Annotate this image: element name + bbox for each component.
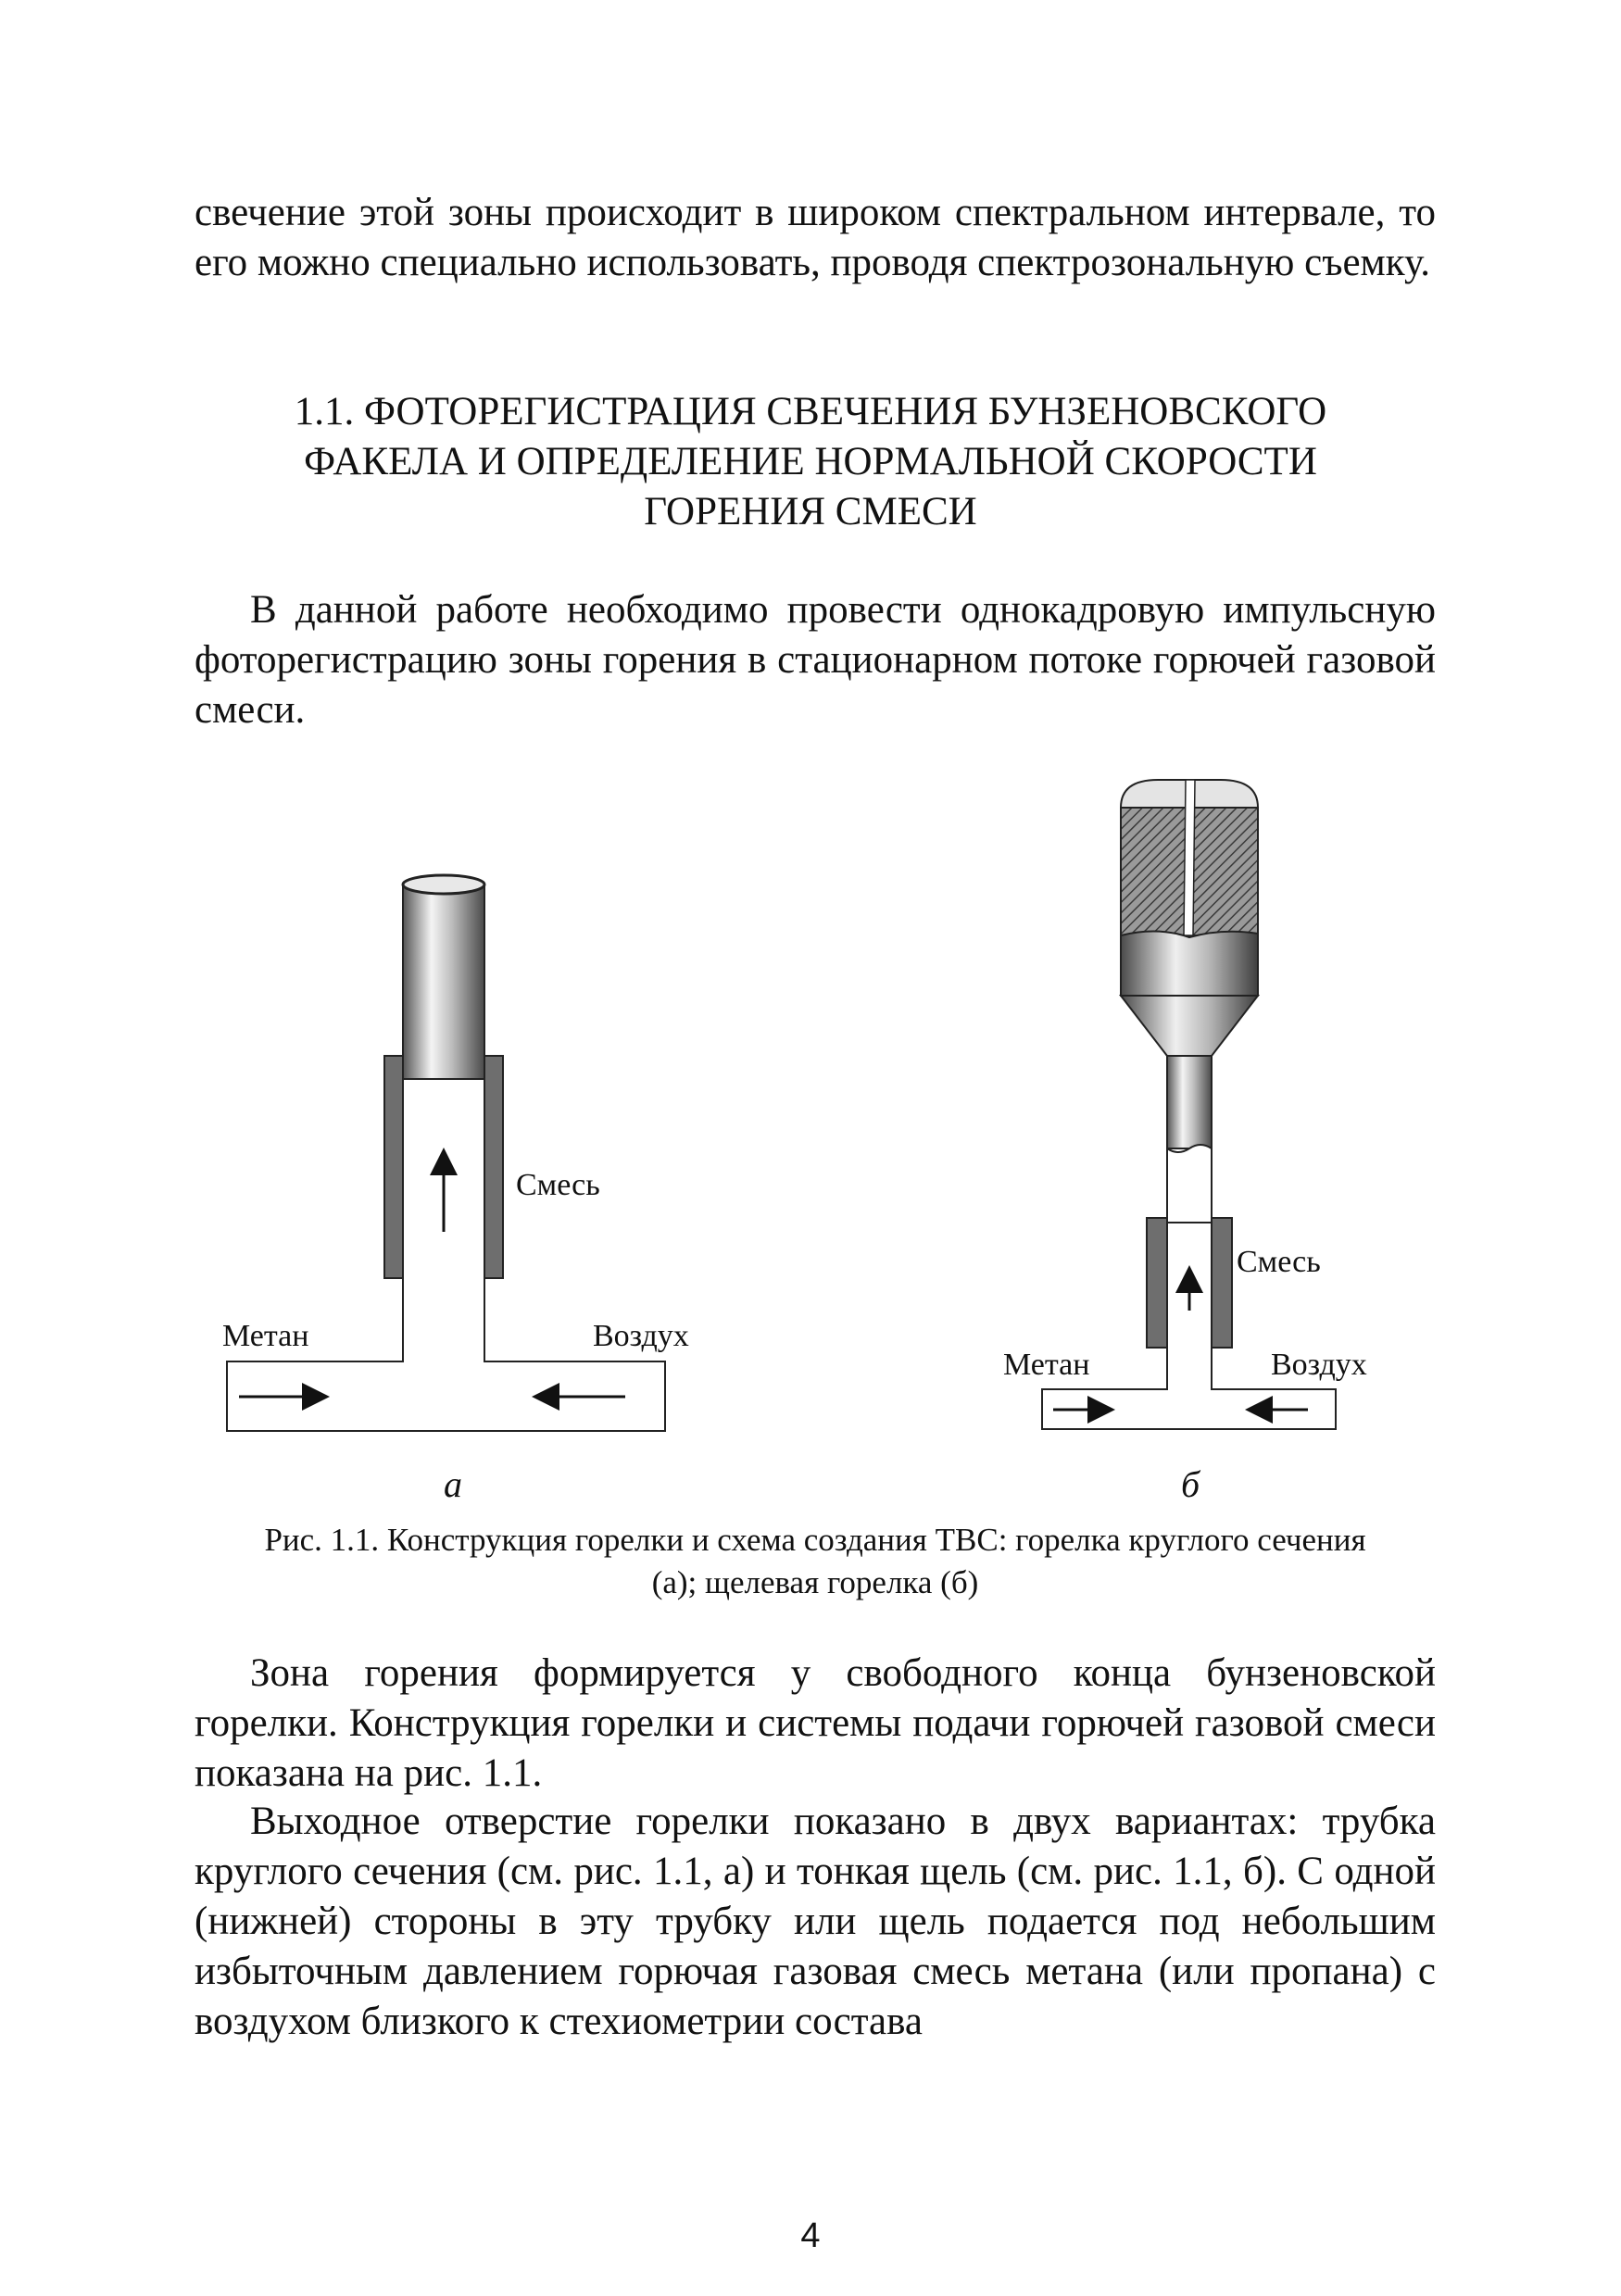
heading-line-1: 1.1. ФОТОРЕГИСТРАЦИЯ СВЕЧЕНИЯ БУНЗЕНОВСКОГО	[294, 390, 1327, 433]
figure-caption	[195, 1519, 1436, 1604]
slit-neck	[1167, 1056, 1212, 1148]
burner-round	[222, 875, 689, 1431]
burner-slit	[1003, 780, 1367, 1429]
label-methane-left: Метан	[222, 1319, 309, 1353]
slit-head-body	[1121, 931, 1258, 996]
slit-sleeve-right	[1212, 1218, 1232, 1348]
caption-line-1: Рис. 1.1. Конструкция горелки и схема создания ТВС: горелка круглого сечения	[264, 1522, 1366, 1558]
paragraph-combustion-zone: Зона горения формируется у свободного конца бунзеновской горелки. Конструкция горелки и системы подачи горючей газовой смеси показана на рис. 1.1.	[195, 1651, 1436, 1795]
slit-sleeve-left	[1147, 1218, 1167, 1348]
paragraph-outlet: Выходное отверстие горелки показано в двух вариантах: трубка круглого сечения (см. рис. 1.1, а) и тонкая щель (см. рис. 1.1, б). С одной (нижней) стороны в эту трубку или щель подается под небольшим избыточным давлением горючая газовая смесь метана (или пропана) с воздухом близкого к стехиометрии состава	[195, 1800, 1436, 2043]
sleeve-left	[384, 1056, 403, 1278]
label-mix-left: Смесь	[516, 1168, 600, 1202]
caption-line-2: (а); щелевая горелка (б)	[651, 1564, 979, 1600]
slit-cone	[1121, 996, 1258, 1056]
label-mix-right: Смесь	[1237, 1245, 1321, 1279]
figure-sublabel-a: а	[444, 1463, 462, 1505]
tube-opening	[403, 875, 484, 894]
label-methane-right: Метан	[1003, 1348, 1090, 1382]
sleeve-right	[484, 1056, 503, 1278]
label-air-left: Воздух	[593, 1319, 689, 1353]
heading-line-3: ГОРЕНИЯ СМЕСИ	[644, 490, 977, 533]
paragraph-intro: свечение этой зоны происходит в широком спектральном интервале, то его можно специально использовать, проводя спектрозональную съемку.	[195, 191, 1436, 284]
label-air-right: Воздух	[1271, 1348, 1367, 1382]
page-number: 4	[800, 2216, 821, 2255]
slit	[1184, 780, 1195, 935]
figure-sublabel-b: б	[1181, 1463, 1200, 1505]
burner-tube	[403, 885, 484, 1079]
paragraph-task: В данной работе необходимо провести однокадровую импульсную фоторегистрацию зоны горения в стационарном потоке горючей газовой смеси.	[195, 588, 1436, 732]
heading-line-2: ФАКЕЛА И ОПРЕДЕЛЕНИЕ НОРМАЛЬНОЙ СКОРОСТИ	[304, 440, 1317, 483]
